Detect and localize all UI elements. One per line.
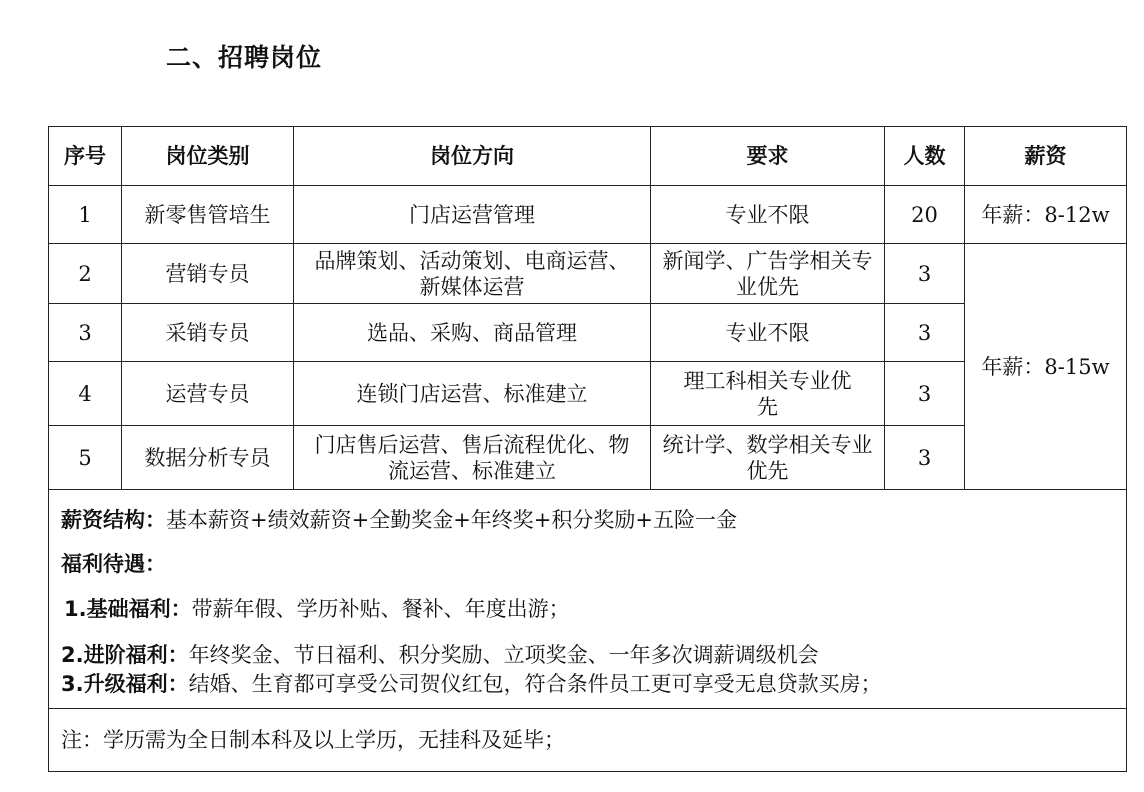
benefit-item-text: 年终奖金、节日福利、积分奖励、立项奖金、一年多次调薪调级机会 [188, 643, 819, 667]
cell-salary: 年薪：8-12w [965, 186, 1127, 244]
cell-requirement: 专业不限 [651, 186, 885, 244]
cell-requirement: 统计学、数学相关专业优先 [651, 426, 885, 490]
benefits-block [61, 490, 1114, 708]
cell-no: 4 [49, 362, 122, 426]
cell-category: 营销专员 [122, 244, 294, 304]
cell-category: 新零售管培生 [122, 186, 294, 244]
salary-structure-line [61, 507, 737, 533]
cell-count: 3 [885, 304, 965, 362]
recruitment-table [48, 126, 1127, 772]
cell-no: 2 [49, 244, 122, 304]
note-row [49, 709, 1127, 772]
benefit-item-text: 带薪年假、学历补贴、餐补、年度出游； [191, 597, 570, 621]
benefit-item [61, 671, 882, 697]
note-cell: 注：学历需为全日制本科及以上学历，无挂科及延毕； [49, 709, 1127, 772]
cell-count: 20 [885, 186, 965, 244]
header-requirement: 要求 [651, 127, 885, 186]
cell-count: 3 [885, 244, 965, 304]
salary-structure-text: 基本薪资+绩效薪资+全勤奖金+年终奖+积分奖励+五险一金 [166, 508, 737, 532]
header-no: 序号 [49, 127, 122, 186]
cell-requirement: 理工科相关专业优先 [651, 362, 885, 426]
header-salary: 薪资 [965, 127, 1127, 186]
header-count: 人数 [885, 127, 965, 186]
cell-no: 5 [49, 426, 122, 490]
benefit-item [61, 642, 819, 668]
table-row [49, 186, 1127, 244]
cell-direction: 品牌策划、活动策划、电商运营、新媒体运营 [294, 244, 651, 304]
section-title: 二、招聘岗位 [166, 43, 323, 72]
header-direction: 岗位方向 [294, 127, 651, 186]
cell-direction: 门店售后运营、售后流程优化、物流运营、标准建立 [294, 426, 651, 490]
cell-category: 运营专员 [122, 362, 294, 426]
benefits-row [49, 490, 1127, 709]
salary-structure-label: 薪资结构： [61, 508, 166, 532]
cell-requirement: 专业不限 [651, 304, 885, 362]
welfare-label: 福利待遇： [61, 552, 166, 576]
benefit-item-label: 3.升级福利： [61, 672, 189, 696]
table-row [49, 244, 1127, 304]
cell-count: 3 [885, 426, 965, 490]
welfare-line [61, 551, 166, 577]
cell-salary-merged: 年薪：8-15w [965, 244, 1127, 490]
cell-no: 3 [49, 304, 122, 362]
benefit-item-text: 结婚、生育都可享受公司贺仪红包，符合条件员工更可享受无息贷款买房； [188, 672, 882, 696]
benefit-item-label: 1.基础福利： [64, 597, 192, 621]
benefit-item-label: 2.进阶福利： [61, 643, 189, 667]
table-header-row [49, 127, 1127, 186]
cell-no: 1 [49, 186, 122, 244]
cell-direction: 选品、采购、商品管理 [294, 304, 651, 362]
cell-direction: 门店运营管理 [294, 186, 651, 244]
cell-count: 3 [885, 362, 965, 426]
cell-category: 数据分析专员 [122, 426, 294, 490]
benefits-cell [49, 490, 1127, 709]
cell-direction: 连锁门店运营、标准建立 [294, 362, 651, 426]
benefit-item [64, 596, 570, 622]
cell-category: 采销专员 [122, 304, 294, 362]
cell-requirement: 新闻学、广告学相关专业优先 [651, 244, 885, 304]
header-category: 岗位类别 [122, 127, 294, 186]
